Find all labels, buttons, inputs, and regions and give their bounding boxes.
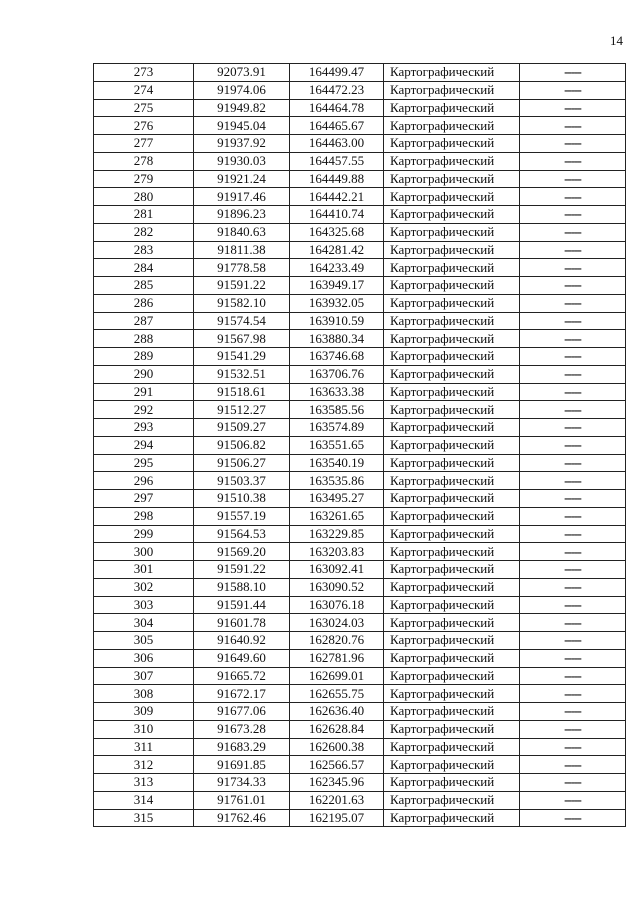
point-number-cell: 275 [94,99,194,117]
y-coordinate-cell: 163540.19 [290,454,384,472]
x-coordinate-cell: 91921.24 [194,170,290,188]
y-coordinate-cell: 162195.07 [290,809,384,827]
y-coordinate-cell: 163949.17 [290,277,384,295]
note-cell: ----- [520,649,626,667]
point-number-cell: 306 [94,649,194,667]
y-coordinate-cell: 164281.42 [290,241,384,259]
table-row [94,312,626,330]
table-row [94,277,626,295]
note-cell: ----- [520,223,626,241]
point-number-cell: 282 [94,223,194,241]
point-number-cell: 284 [94,259,194,277]
x-coordinate-cell: 91930.03 [194,152,290,170]
x-coordinate-cell: 91691.85 [194,756,290,774]
y-coordinate-cell: 162566.57 [290,756,384,774]
note-cell: ----- [520,170,626,188]
y-coordinate-cell: 162600.38 [290,738,384,756]
x-coordinate-cell: 91761.01 [194,791,290,809]
y-coordinate-cell: 163229.85 [290,525,384,543]
method-cell: Картографический [384,809,520,827]
point-number-cell: 310 [94,720,194,738]
table-row [94,578,626,596]
x-coordinate-cell: 91541.29 [194,348,290,366]
y-coordinate-cell: 164464.78 [290,99,384,117]
note-cell: ----- [520,365,626,383]
x-coordinate-cell: 91640.92 [194,632,290,650]
y-coordinate-cell: 162636.40 [290,703,384,721]
method-cell: Картографический [384,578,520,596]
method-cell: Картографический [384,543,520,561]
note-cell: ----- [520,720,626,738]
y-coordinate-cell: 162201.63 [290,791,384,809]
table-row [94,809,626,827]
table-row [94,401,626,419]
point-number-cell: 283 [94,241,194,259]
point-number-cell: 299 [94,525,194,543]
table-row [94,791,626,809]
x-coordinate-cell: 91591.22 [194,277,290,295]
y-coordinate-cell: 163746.68 [290,348,384,366]
table-row [94,614,626,632]
table-row [94,206,626,224]
point-number-cell: 290 [94,365,194,383]
y-coordinate-cell: 164410.74 [290,206,384,224]
y-coordinate-cell: 162628.84 [290,720,384,738]
note-cell: ----- [520,809,626,827]
point-number-cell: 274 [94,81,194,99]
table-row [94,720,626,738]
x-coordinate-cell: 91811.38 [194,241,290,259]
note-cell: ----- [520,454,626,472]
x-coordinate-cell: 91949.82 [194,99,290,117]
x-coordinate-cell: 91582.10 [194,294,290,312]
table-row [94,561,626,579]
method-cell: Картографический [384,330,520,348]
point-number-cell: 311 [94,738,194,756]
y-coordinate-cell: 162781.96 [290,649,384,667]
x-coordinate-cell: 91896.23 [194,206,290,224]
note-cell: ----- [520,756,626,774]
x-coordinate-cell: 91588.10 [194,578,290,596]
note-cell: ----- [520,152,626,170]
x-coordinate-cell: 91762.46 [194,809,290,827]
method-cell: Картографический [384,170,520,188]
method-cell: Картографический [384,401,520,419]
method-cell: Картографический [384,117,520,135]
x-coordinate-cell: 91601.78 [194,614,290,632]
method-cell: Картографический [384,685,520,703]
table-row [94,774,626,792]
table-row [94,294,626,312]
note-cell: ----- [520,99,626,117]
x-coordinate-cell: 91557.19 [194,507,290,525]
method-cell: Картографический [384,436,520,454]
method-cell: Картографический [384,614,520,632]
method-cell: Картографический [384,596,520,614]
point-number-cell: 298 [94,507,194,525]
table-row [94,454,626,472]
x-coordinate-cell: 91591.22 [194,561,290,579]
table-row [94,259,626,277]
y-coordinate-cell: 164463.00 [290,135,384,153]
method-cell: Картографический [384,419,520,437]
note-cell: ----- [520,294,626,312]
note-cell: ----- [520,135,626,153]
note-cell: ----- [520,259,626,277]
note-cell: ----- [520,738,626,756]
table-row [94,507,626,525]
note-cell: ----- [520,543,626,561]
note-cell: ----- [520,578,626,596]
x-coordinate-cell: 91506.27 [194,454,290,472]
table-row [94,64,626,82]
y-coordinate-cell: 164233.49 [290,259,384,277]
method-cell: Картографический [384,81,520,99]
method-cell: Картографический [384,490,520,508]
method-cell: Картографический [384,135,520,153]
table-row [94,81,626,99]
y-coordinate-cell: 162820.76 [290,632,384,650]
x-coordinate-cell: 91945.04 [194,117,290,135]
point-number-cell: 292 [94,401,194,419]
table-row [94,703,626,721]
y-coordinate-cell: 162345.96 [290,774,384,792]
note-cell: ----- [520,348,626,366]
x-coordinate-cell: 91665.72 [194,667,290,685]
x-coordinate-cell: 91673.28 [194,720,290,738]
y-coordinate-cell: 163551.65 [290,436,384,454]
x-coordinate-cell: 91591.44 [194,596,290,614]
point-number-cell: 307 [94,667,194,685]
table-row [94,330,626,348]
point-number-cell: 286 [94,294,194,312]
method-cell: Картографический [384,383,520,401]
point-number-cell: 315 [94,809,194,827]
method-cell: Картографический [384,756,520,774]
y-coordinate-cell: 164449.88 [290,170,384,188]
note-cell: ----- [520,472,626,490]
note-cell: ----- [520,685,626,703]
method-cell: Картографический [384,188,520,206]
table-row [94,365,626,383]
method-cell: Картографический [384,667,520,685]
method-cell: Картографический [384,720,520,738]
x-coordinate-cell: 91649.60 [194,649,290,667]
method-cell: Картографический [384,454,520,472]
method-cell: Картографический [384,632,520,650]
point-number-cell: 279 [94,170,194,188]
table-row [94,738,626,756]
note-cell: ----- [520,614,626,632]
method-cell: Картографический [384,774,520,792]
method-cell: Картографический [384,365,520,383]
note-cell: ----- [520,64,626,82]
method-cell: Картографический [384,738,520,756]
point-number-cell: 314 [94,791,194,809]
method-cell: Картографический [384,241,520,259]
x-coordinate-cell: 91503.37 [194,472,290,490]
table-row [94,419,626,437]
y-coordinate-cell: 163495.27 [290,490,384,508]
point-number-cell: 285 [94,277,194,295]
table-row [94,117,626,135]
point-number-cell: 301 [94,561,194,579]
y-coordinate-cell: 163203.83 [290,543,384,561]
y-coordinate-cell: 163585.56 [290,401,384,419]
note-cell: ----- [520,490,626,508]
table-row [94,152,626,170]
y-coordinate-cell: 164465.67 [290,117,384,135]
x-coordinate-cell: 91734.33 [194,774,290,792]
point-number-cell: 294 [94,436,194,454]
note-cell: ----- [520,241,626,259]
x-coordinate-cell: 91917.46 [194,188,290,206]
table-row [94,756,626,774]
point-number-cell: 273 [94,64,194,82]
method-cell: Картографический [384,294,520,312]
table-row [94,99,626,117]
point-number-cell: 305 [94,632,194,650]
point-number-cell: 303 [94,596,194,614]
table-row [94,649,626,667]
note-cell: ----- [520,596,626,614]
x-coordinate-cell: 91569.20 [194,543,290,561]
x-coordinate-cell: 91506.82 [194,436,290,454]
point-number-cell: 313 [94,774,194,792]
method-cell: Картографический [384,791,520,809]
table-row [94,685,626,703]
point-number-cell: 293 [94,419,194,437]
y-coordinate-cell: 163076.18 [290,596,384,614]
point-number-cell: 281 [94,206,194,224]
note-cell: ----- [520,312,626,330]
point-number-cell: 297 [94,490,194,508]
table-row [94,135,626,153]
page-number: 14 [610,33,623,48]
y-coordinate-cell: 162699.01 [290,667,384,685]
x-coordinate-cell: 91840.63 [194,223,290,241]
note-cell: ----- [520,632,626,650]
table-row [94,241,626,259]
x-coordinate-cell: 91564.53 [194,525,290,543]
y-coordinate-cell: 164499.47 [290,64,384,82]
method-cell: Картографический [384,312,520,330]
point-number-cell: 312 [94,756,194,774]
point-number-cell: 309 [94,703,194,721]
point-number-cell: 287 [94,312,194,330]
y-coordinate-cell: 164442.21 [290,188,384,206]
point-number-cell: 278 [94,152,194,170]
note-cell: ----- [520,188,626,206]
method-cell: Картографический [384,525,520,543]
y-coordinate-cell: 163024.03 [290,614,384,632]
point-number-cell: 300 [94,543,194,561]
x-coordinate-cell: 91509.27 [194,419,290,437]
coordinates-table [93,63,626,827]
x-coordinate-cell: 91510.38 [194,490,290,508]
method-cell: Картографический [384,507,520,525]
table-row [94,170,626,188]
table-row [94,525,626,543]
method-cell: Картографический [384,64,520,82]
note-cell: ----- [520,419,626,437]
point-number-cell: 277 [94,135,194,153]
point-number-cell: 296 [94,472,194,490]
method-cell: Картографический [384,99,520,117]
point-number-cell: 288 [94,330,194,348]
note-cell: ----- [520,436,626,454]
note-cell: ----- [520,383,626,401]
x-coordinate-cell: 91677.06 [194,703,290,721]
note-cell: ----- [520,774,626,792]
method-cell: Картографический [384,259,520,277]
y-coordinate-cell: 163880.34 [290,330,384,348]
x-coordinate-cell: 92073.91 [194,64,290,82]
x-coordinate-cell: 91683.29 [194,738,290,756]
note-cell: ----- [520,277,626,295]
note-cell: ----- [520,401,626,419]
point-number-cell: 276 [94,117,194,135]
y-coordinate-cell: 163574.89 [290,419,384,437]
table-row [94,436,626,454]
table-row [94,596,626,614]
x-coordinate-cell: 91567.98 [194,330,290,348]
table-row [94,223,626,241]
note-cell: ----- [520,525,626,543]
method-cell: Картографический [384,277,520,295]
table-row [94,383,626,401]
table-row [94,632,626,650]
note-cell: ----- [520,703,626,721]
note-cell: ----- [520,667,626,685]
y-coordinate-cell: 163910.59 [290,312,384,330]
x-coordinate-cell: 91574.54 [194,312,290,330]
table-row [94,667,626,685]
x-coordinate-cell: 91532.51 [194,365,290,383]
x-coordinate-cell: 91518.61 [194,383,290,401]
method-cell: Картографический [384,152,520,170]
point-number-cell: 304 [94,614,194,632]
note-cell: ----- [520,206,626,224]
x-coordinate-cell: 91974.06 [194,81,290,99]
y-coordinate-cell: 163092.41 [290,561,384,579]
y-coordinate-cell: 164457.55 [290,152,384,170]
method-cell: Картографический [384,223,520,241]
point-number-cell: 302 [94,578,194,596]
note-cell: ----- [520,81,626,99]
x-coordinate-cell: 91512.27 [194,401,290,419]
x-coordinate-cell: 91937.92 [194,135,290,153]
y-coordinate-cell: 163535.86 [290,472,384,490]
y-coordinate-cell: 163261.65 [290,507,384,525]
y-coordinate-cell: 163633.38 [290,383,384,401]
method-cell: Картографический [384,472,520,490]
table-row [94,348,626,366]
x-coordinate-cell: 91778.58 [194,259,290,277]
table-row [94,472,626,490]
y-coordinate-cell: 163706.76 [290,365,384,383]
x-coordinate-cell: 91672.17 [194,685,290,703]
note-cell: ----- [520,561,626,579]
note-cell: ----- [520,117,626,135]
table-row [94,490,626,508]
point-number-cell: 280 [94,188,194,206]
y-coordinate-cell: 163090.52 [290,578,384,596]
method-cell: Картографический [384,649,520,667]
method-cell: Картографический [384,561,520,579]
y-coordinate-cell: 163932.05 [290,294,384,312]
table-row [94,188,626,206]
y-coordinate-cell: 162655.75 [290,685,384,703]
point-number-cell: 289 [94,348,194,366]
table-row [94,543,626,561]
point-number-cell: 291 [94,383,194,401]
y-coordinate-cell: 164325.68 [290,223,384,241]
note-cell: ----- [520,791,626,809]
method-cell: Картографический [384,703,520,721]
point-number-cell: 308 [94,685,194,703]
point-number-cell: 295 [94,454,194,472]
note-cell: ----- [520,507,626,525]
method-cell: Картографический [384,206,520,224]
note-cell: ----- [520,330,626,348]
y-coordinate-cell: 164472.23 [290,81,384,99]
method-cell: Картографический [384,348,520,366]
